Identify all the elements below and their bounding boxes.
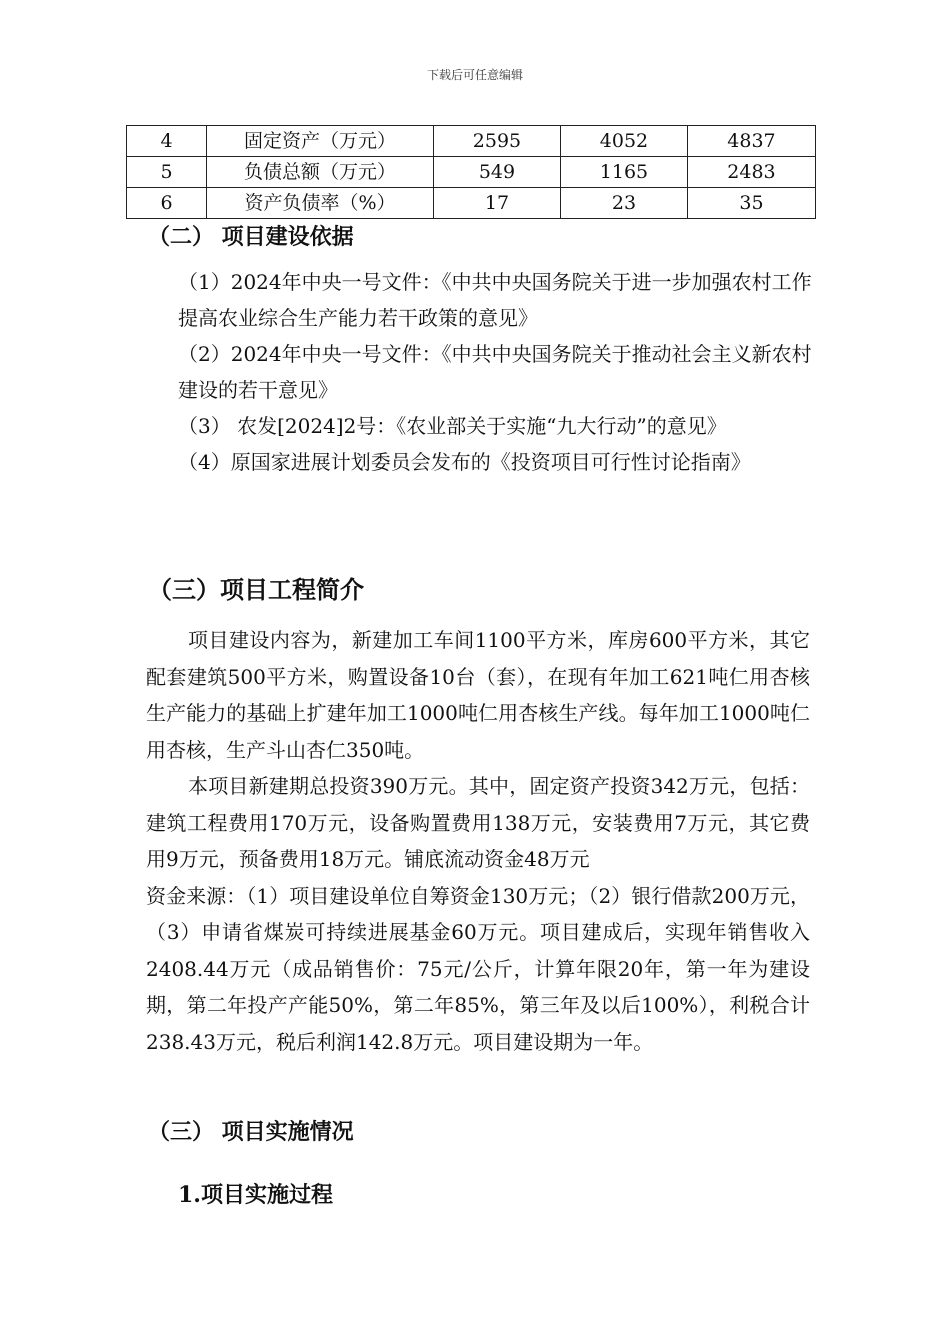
intro-body — [146, 622, 810, 1060]
table-cell-value: 4837 — [687, 126, 815, 157]
table-cell-index: 5 — [127, 157, 207, 188]
table-cell-item: 负债总额（万元） — [207, 157, 434, 188]
table-cell-item: 固定资产（万元） — [207, 126, 434, 157]
table-cell-index: 4 — [127, 126, 207, 157]
table-cell-value: 17 — [433, 188, 560, 219]
table-cell-value: 549 — [433, 157, 560, 188]
table-cell-value: 35 — [687, 188, 815, 219]
table-cell-value: 1165 — [560, 157, 687, 188]
table-row — [127, 188, 816, 219]
basis-item: （2）2024年中央一号文件：《中共中央国务院关于推动社会主义新农村建设的若干意见》 — [178, 342, 812, 402]
page-header-note: 下载后可任意编辑 — [426, 68, 523, 82]
basis-item: （4）原国家进展计划委员会发布的《投资项目可行性讨论指南》 — [178, 450, 751, 474]
intro-paragraph: 项目建设内容为，新建加工车间1100平方米，库房600平方米，其它配套建筑500平方米，购置设备10台（套），在现有年加工621吨仁用杏核生产能力的基础上扩建年加工1000吨仁用杏核生产线。每年加工1000吨仁用杏核，生产斗山杏仁350吨。 — [146, 628, 810, 762]
table-cell-value: 23 — [560, 188, 687, 219]
section-heading-basis: （二） 项目建设依据 — [148, 224, 354, 250]
basis-item: （3） 农发[2024]2号：《农业部关于实施“九大行动”的意见》 — [178, 414, 727, 438]
section-heading-intro: （三）项目工程简介 — [148, 575, 364, 604]
table-row — [127, 157, 816, 188]
table-cell-value: 2483 — [687, 157, 815, 188]
table-cell-value: 2595 — [433, 126, 560, 157]
table-cell-item: 资产负债率（%） — [207, 188, 434, 219]
intro-paragraph: 资金来源：（1）项目建设单位自筹资金130万元；（2）银行借款200万元，（3）申请省煤炭可持续进展基金60万元。项目建成后，实现年销售收入2408.44万元（成品销售价：75元/公斤，计算年限20年，第一年为建设期，第二年投产产能50%，第二年85%，第三年及以后100%），利税合计238.43万元，税后利润142.8万元。项目建设期为一年。 — [146, 883, 810, 1054]
basis-item: （1）2024年中央一号文件：《中共中央国务院关于进一步加强农村工作提高农业综合生产能力若干政策的意见》 — [178, 270, 812, 330]
section-heading-implementation: （三） 项目实施情况 — [148, 1119, 354, 1145]
basis-list — [178, 264, 828, 480]
financial-table — [126, 125, 816, 219]
intro-paragraph: 本项目新建期总投资390万元。其中，固定资产投资342万元，包括：建筑工程费用170万元，设备购置费用138万元，安装费用7万元，其它费用9万元，预备费用18万元。铺底流动资金48万元 — [146, 774, 810, 871]
table-cell-index: 6 — [127, 188, 207, 219]
table-cell-value: 4052 — [560, 126, 687, 157]
subsection-heading-process: 1.项目实施过程 — [178, 1182, 333, 1208]
table-row — [127, 126, 816, 157]
